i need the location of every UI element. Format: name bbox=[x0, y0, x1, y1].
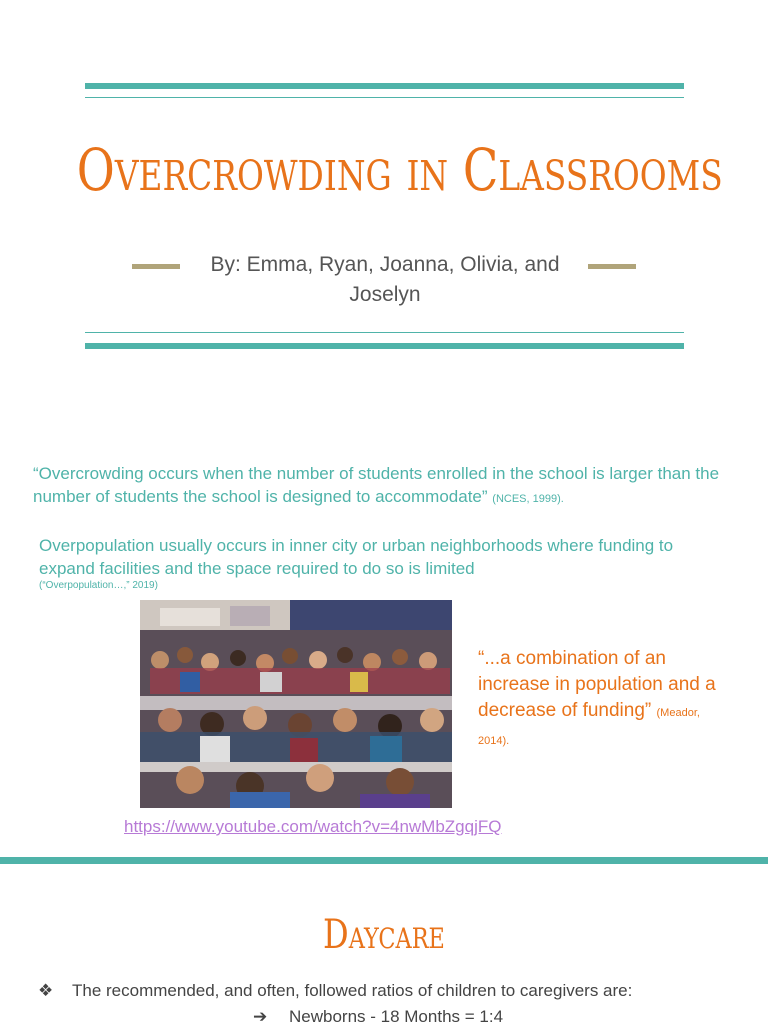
overpopulation-citation: (“Overpopulation…,” 2019) bbox=[39, 580, 158, 591]
bullet-text: The recommended, and often, followed ratios of children to caregivers are: bbox=[72, 981, 633, 1000]
definition-quote-citation: (NCES, 1999). bbox=[492, 493, 564, 505]
overpopulation-paragraph bbox=[39, 534, 679, 592]
overpopulation-text: Overpopulation usually occurs in inner city or urban neighborhoods where funding to expand facilities and the space required to do so is limited bbox=[39, 536, 674, 578]
slide-title: Overcrowding in Classrooms bbox=[76, 136, 723, 204]
definition-quote-text: “Overcrowding occurs when the number of students enrolled in the school is larger than the number of students the school is designed to accommodate” bbox=[33, 464, 720, 506]
arrow-right-icon: ➔ bbox=[253, 1007, 268, 1024]
cafeteria-photo bbox=[140, 600, 452, 808]
definition-quote bbox=[33, 462, 733, 511]
youtube-video-link[interactable]: https://www.youtube.com/watch?v=4nwMbZgqjFQ bbox=[124, 817, 502, 836]
funding-quote bbox=[478, 646, 718, 754]
daycare-title: Daycare bbox=[323, 912, 445, 958]
bullet-item bbox=[38, 980, 738, 1002]
sub-bullet-item bbox=[253, 1006, 503, 1024]
sub-bullet-text: Newborns - 18 Months = 1:4 bbox=[289, 1007, 504, 1024]
title-slide bbox=[0, 0, 768, 420]
funding-quote-text: “...a combination of an increase in population and a decrease of funding” bbox=[478, 648, 716, 721]
byline-line-2: Joselyn bbox=[349, 283, 421, 306]
byline-line-1: By: Emma, Ryan, Joanna, Olivia, and bbox=[210, 253, 560, 276]
byline bbox=[130, 250, 640, 310]
top-thick-rule bbox=[85, 83, 684, 89]
funding-quote-citation: (Meador, 2014). bbox=[478, 707, 700, 747]
bottom-thick-rule bbox=[85, 343, 684, 349]
top-thin-rule bbox=[85, 97, 684, 98]
bottom-thin-rule bbox=[85, 332, 684, 333]
diamond-bullet-icon: ❖ bbox=[38, 981, 54, 1000]
slide-divider bbox=[0, 857, 768, 864]
